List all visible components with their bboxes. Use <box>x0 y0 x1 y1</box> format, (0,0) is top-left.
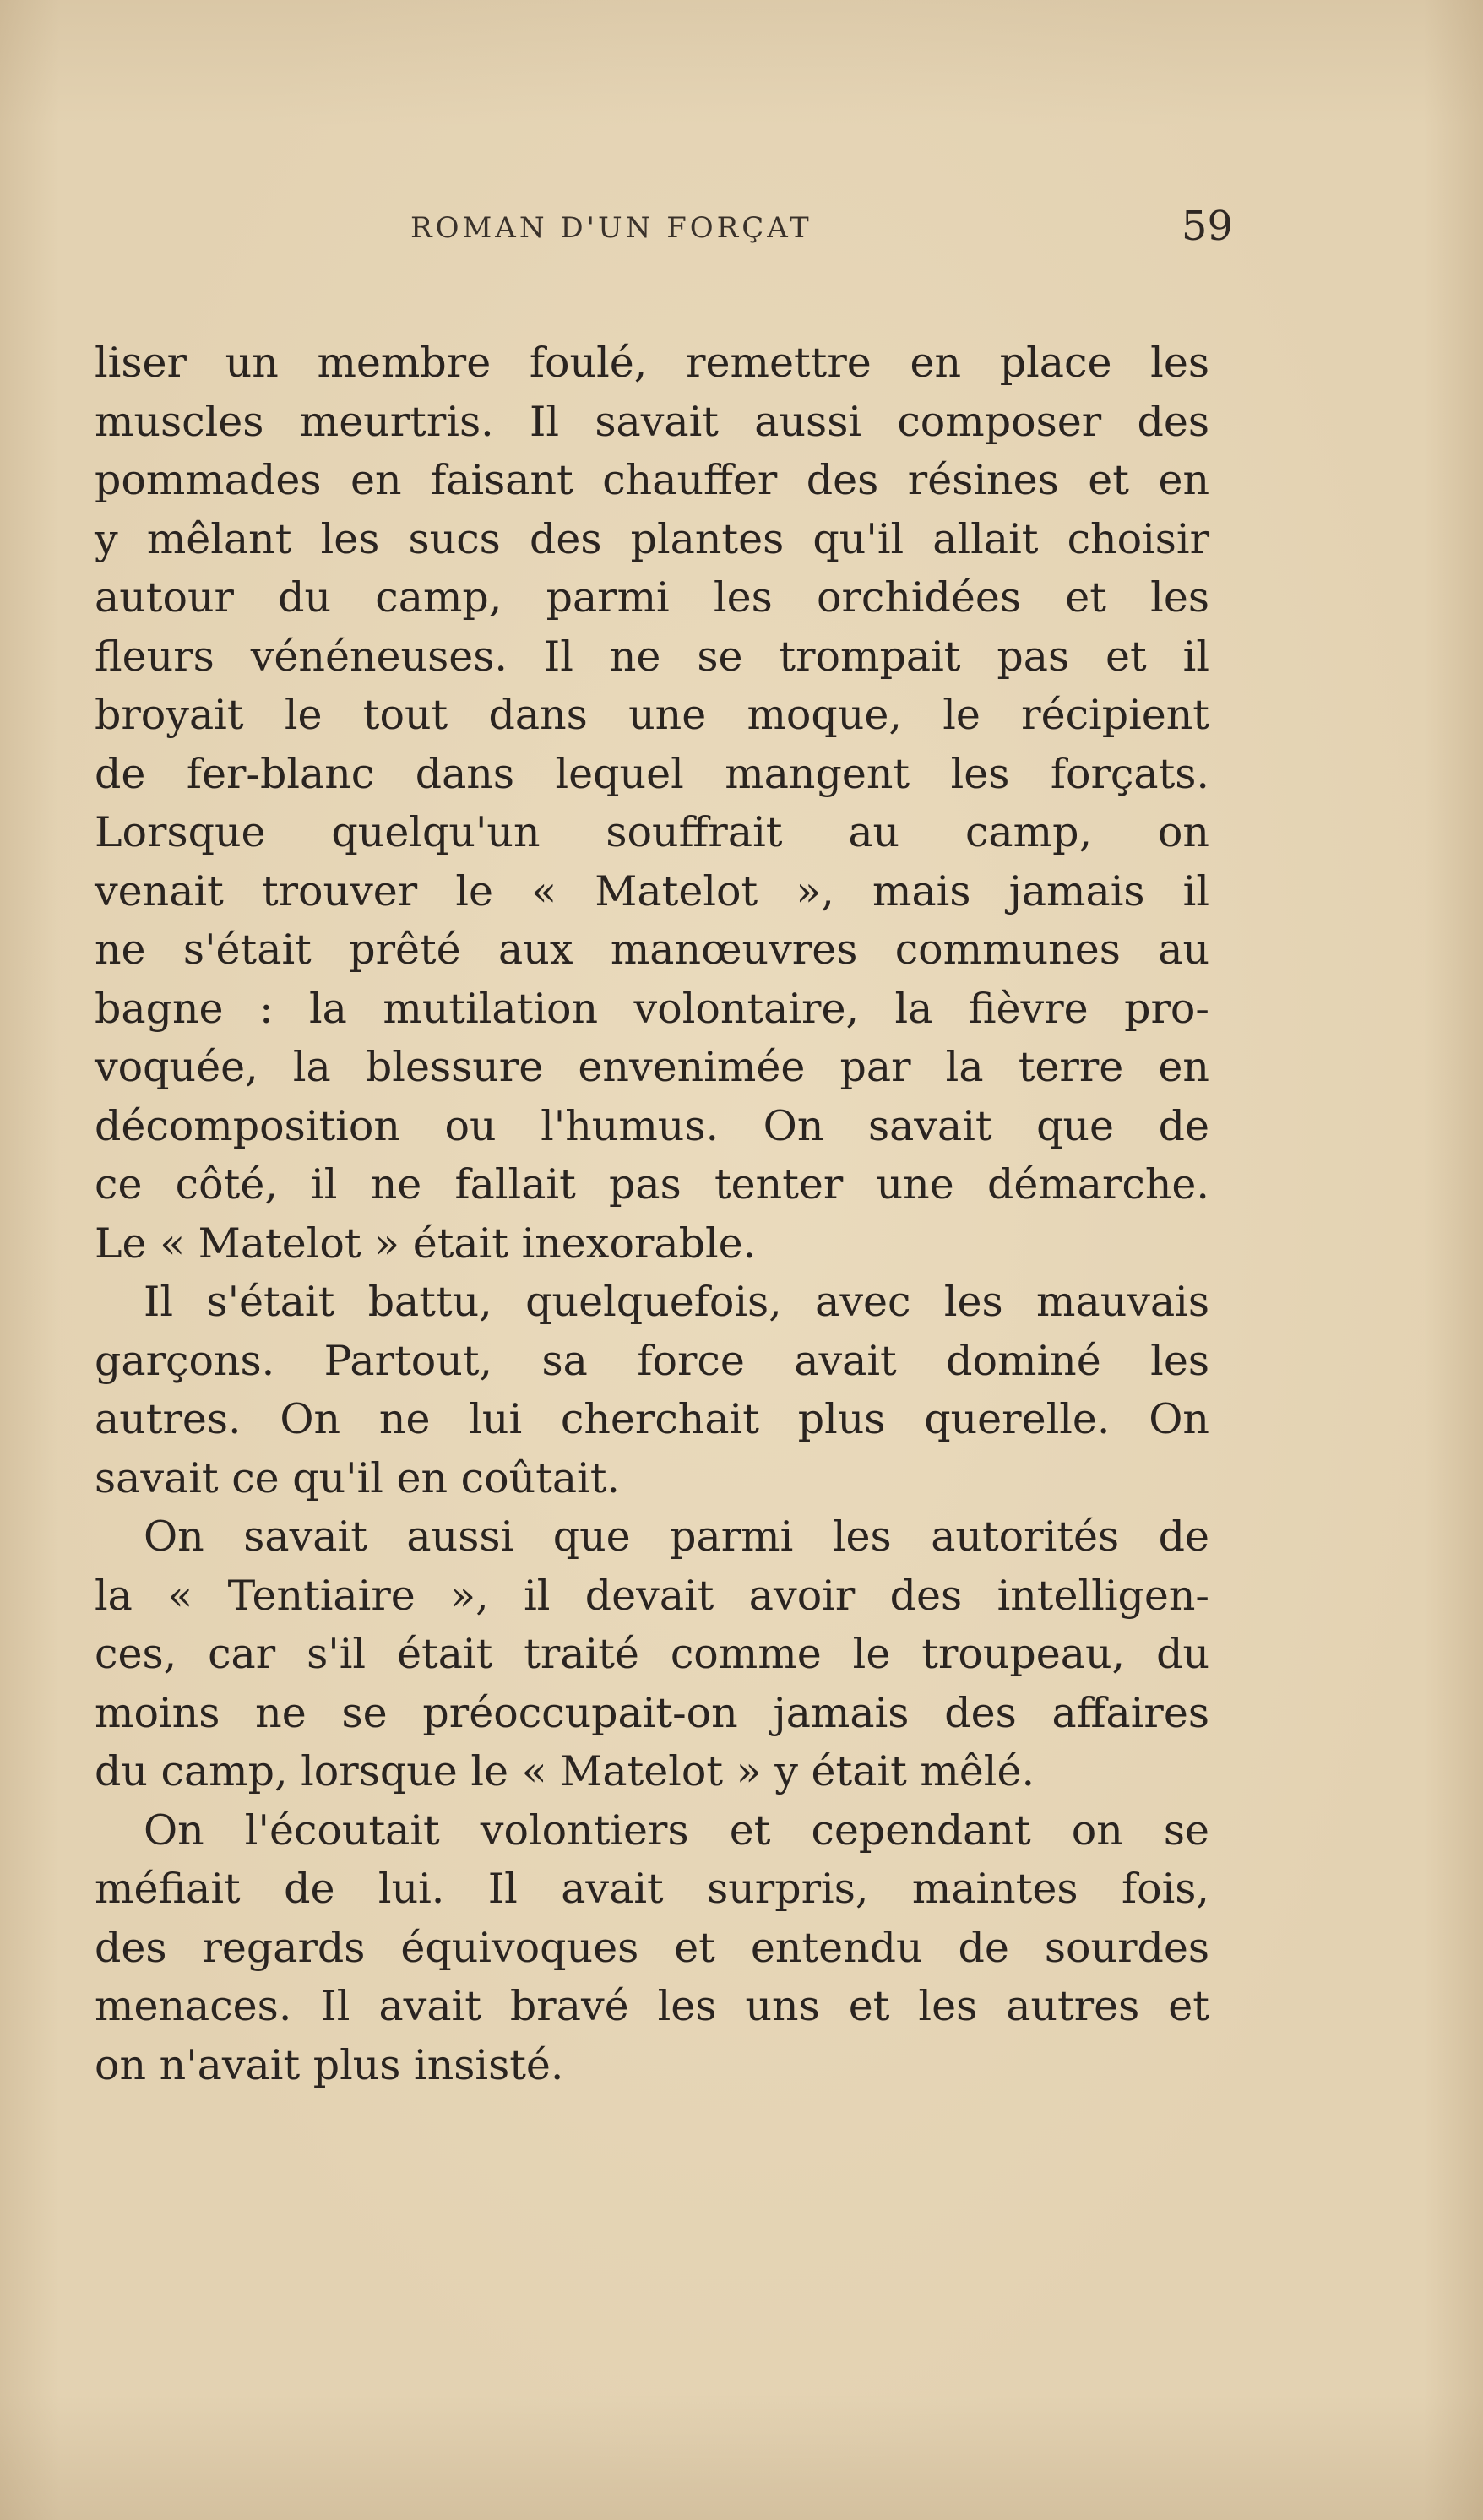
text-line: autres. On ne lui cherchait plus querelle. On <box>95 1395 1209 1443</box>
text-line: broyait le tout dans une moque, le récipient <box>95 691 1209 739</box>
text-line: ce côté, il ne fallait pas tenter une démarche. <box>95 1160 1209 1208</box>
text-line: décomposition ou l'humus. On savait que de <box>95 1101 1209 1150</box>
text-line: Il s'était battu, quelquefois, avec les mauvais <box>144 1278 1209 1326</box>
text-line: fleurs vénéneuses. Il ne se trompait pas et il <box>95 632 1209 681</box>
body-text <box>95 334 1209 2094</box>
text-line: liser un membre foulé, remettre en place les <box>95 339 1209 387</box>
text-line: Le « Matelot » était inexorable. <box>95 1219 757 1268</box>
text-line: venait trouver le « Matelot », mais jamais il <box>95 866 1209 915</box>
text-line: ces, car s'il était traité comme le troupeau, du <box>95 1630 1209 1678</box>
text-line: y mêlant les sucs des plantes qu'il allait choisir <box>95 514 1209 563</box>
text-line: On savait aussi que parmi les autorités de <box>144 1513 1209 1561</box>
text-line: pommades en faisant chauffer des résines et en <box>95 456 1209 504</box>
text-line: moins ne se préoccupait-on jamais des affaires <box>95 1688 1209 1737</box>
text-line: Lorsque quelqu'un souffrait au camp, on <box>95 808 1209 856</box>
text-line: voquée, la blessure envenimée par la terre en <box>95 1043 1209 1091</box>
text-line: la « Tentiaire », il devait avoir des intelligen- <box>95 1571 1209 1620</box>
text-line: des regards équivoques et entendu de sourdes <box>95 1923 1209 1972</box>
page-number: 59 <box>1181 203 1233 250</box>
running-title: ROMAN D'UN FORÇAT <box>410 211 812 245</box>
text-line: bagne : la mutilation volontaire, la fièvre pro- <box>95 984 1209 1033</box>
text-line: muscles meurtris. Il savait aussi composer des <box>95 397 1209 446</box>
text-line: autour du camp, parmi les orchidées et les <box>95 573 1209 622</box>
text-line: garçons. Partout, sa force avait dominé les <box>95 1336 1209 1385</box>
text-line: du camp, lorsque le « Matelot » y était mêlé. <box>95 1747 1035 1795</box>
text-line: méfiait de lui. Il avait surpris, maintes fois, <box>95 1865 1209 1913</box>
text-line: on n'avait plus insisté. <box>95 2040 564 2089</box>
text-line: ne s'était prêté aux manœuvres communes au <box>95 926 1209 974</box>
text-line: de fer-blanc dans lequel mangent les forçats. <box>95 749 1209 798</box>
text-line: menaces. Il avait bravé les uns et les autres et <box>95 1982 1209 2030</box>
text-line: savait ce qu'il en coûtait. <box>95 1453 620 1502</box>
text-line: On l'écoutait volontiers et cependant on se <box>144 1806 1209 1855</box>
